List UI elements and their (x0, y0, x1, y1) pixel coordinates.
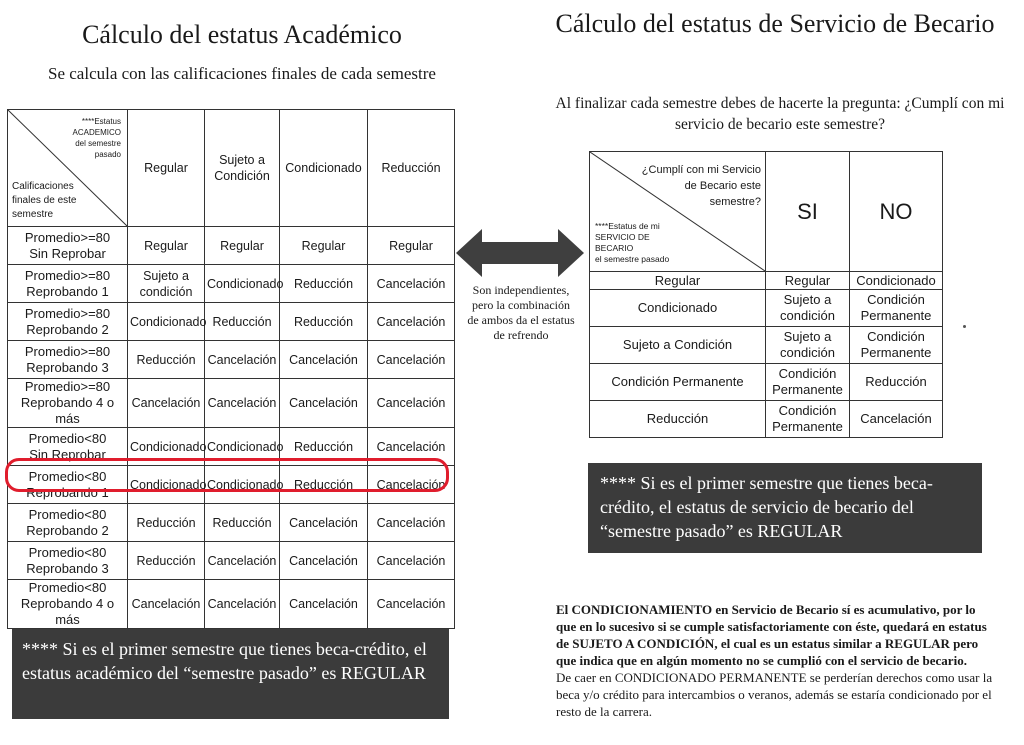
table-cell: Regular (766, 272, 850, 290)
table-cell: Cancelación (368, 303, 455, 341)
table-cell: Reducción (128, 341, 205, 379)
table-cell: Regular (128, 227, 205, 265)
corner-bottom-label: ****Estatus de mi SERVICIO DE BECARIO el semestre pasado (595, 221, 670, 264)
table-cell: Cancelación (280, 504, 368, 542)
table-cell: Sujeto a condición (766, 327, 850, 364)
table-row (590, 401, 943, 438)
table-row (8, 303, 455, 341)
highlighted-row-outline (5, 458, 449, 492)
table-cell: Cancelación (368, 379, 455, 428)
table-cell: Cancelación (205, 341, 280, 379)
table-cell: Regular (368, 227, 455, 265)
table-cell: Condicionado (128, 303, 205, 341)
table-cell: Cancelación (850, 401, 943, 438)
row-label: Promedio<80 Reprobando 4 o más (8, 580, 128, 629)
table-cell: Cancelación (368, 341, 455, 379)
table-cell: Reducción (850, 364, 943, 401)
row-label: Reducción (590, 401, 766, 438)
row-label: Promedio>=80 Reprobando 3 (8, 341, 128, 379)
table-row (8, 341, 455, 379)
row-label: Promedio>=80 Reprobando 1 (8, 265, 128, 303)
row-label: Promedio>=80 Reprobando 4 o más (8, 379, 128, 428)
row-label: Condición Permanente (590, 364, 766, 401)
table-cell: Cancelación (368, 580, 455, 629)
corner-bottom-label: Calificaciones finales de este semestre (12, 181, 77, 220)
table-cell: Reducción (280, 428, 368, 466)
table-row (590, 290, 943, 327)
column-header: Regular (128, 110, 205, 227)
table-cell: Cancelación (368, 466, 455, 504)
explanation-paragraph-1: El CONDICIONAMIENTO en Servicio de Becario sí es acumulativo, por lo que en lo sucesivo si se cumple satisfactoriamente con éste, quedará en estatus de SUJETO A CONDICIÓN, el cual es un estatus similar a REGULAR pero que indica que en algún momento no se cumplió con el servicio de becario. (556, 602, 987, 668)
table-cell: Condicionado (205, 265, 280, 303)
table-cell: Condición Permanente (766, 401, 850, 438)
row-label: Promedio<80 Reprobando 3 (8, 542, 128, 580)
table-cell: Condicionado (205, 428, 280, 466)
table-row (8, 265, 455, 303)
table-cell: Sujeto a condición (128, 265, 205, 303)
service-first-semester-note: **** Si es el primer semestre que tienes beca-crédito, el estatus de servicio de becario del “semestre pasado” es REGULAR (588, 463, 982, 553)
table-cell: Regular (280, 227, 368, 265)
row-label: Promedio>=80 Sin Reprobar (8, 227, 128, 265)
table-row (8, 379, 455, 428)
row-label: Regular (590, 272, 766, 290)
row-label: Promedio<80 Reprobando 1 (8, 466, 128, 504)
table-cell: Cancelación (205, 379, 280, 428)
table-row (590, 327, 943, 364)
corner-top-label: ¿Cumplí con mi Servicio de Becario este semestre? (641, 164, 761, 208)
table-row (8, 504, 455, 542)
table-cell: Cancelación (205, 542, 280, 580)
double-arrow-icon (456, 229, 584, 277)
table-cell: Cancelación (280, 542, 368, 580)
service-status-table (589, 151, 943, 438)
table-cell: Condición Permanente (850, 290, 943, 327)
table-row (590, 364, 943, 401)
row-label: Promedio<80 Reprobando 2 (8, 504, 128, 542)
table-cell: Condicionado (128, 428, 205, 466)
table-cell: Cancelación (368, 265, 455, 303)
table-cell: Reducción (205, 303, 280, 341)
service-table-corner (590, 152, 766, 272)
academic-table-body (8, 227, 455, 629)
academic-first-semester-note: **** Si es el primer semestre que tienes beca-crédito, el estatus académico del “semestre pasado” es REGULAR (12, 629, 449, 719)
table-cell: Cancelación (280, 341, 368, 379)
service-table-body (590, 272, 943, 438)
service-status-subtitle: Al finalizar cada semestre debes de hacerte la pregunta: ¿Cumplí con mi servicio de becario este semestre? (555, 95, 1005, 133)
row-label: Promedio>=80 Reprobando 2 (8, 303, 128, 341)
table-row (590, 272, 943, 290)
table-cell: Reducción (280, 466, 368, 504)
column-header: Sujeto a Condición (205, 110, 280, 227)
table-cell: Condición Permanente (766, 364, 850, 401)
column-header: Reducción (368, 110, 455, 227)
table-cell: Cancelación (280, 580, 368, 629)
table-cell: Reducción (128, 542, 205, 580)
academic-table-corner (8, 110, 128, 227)
stray-dot (963, 325, 966, 328)
row-label: Sujeto a Condición (590, 327, 766, 364)
service-status-title: Cálculo del estatus de Servicio de Becario (555, 9, 995, 38)
table-cell: Cancelación (128, 580, 205, 629)
table-cell: Condicionado (128, 466, 205, 504)
table-cell: Cancelación (128, 379, 205, 428)
academic-status-table (7, 109, 455, 629)
table-cell: Cancelación (368, 428, 455, 466)
conditioning-explanation (556, 601, 996, 720)
independence-note: Son independientes, pero la combinación de ambos da el estatus de refrendo (467, 283, 575, 342)
row-label: Promedio<80 Sin Reprobar (8, 428, 128, 466)
table-row (8, 580, 455, 629)
table-cell: Cancelación (205, 580, 280, 629)
table-cell: Reducción (205, 504, 280, 542)
table-cell: Condicionado (850, 272, 943, 290)
table-cell: Condicionado (205, 466, 280, 504)
row-label: Condicionado (590, 290, 766, 327)
table-row (8, 227, 455, 265)
table-cell: Reducción (128, 504, 205, 542)
table-cell: Regular (205, 227, 280, 265)
corner-top-label: ****Estatus ACADEMICO del semestre pasado (72, 117, 121, 159)
column-header-si: SI (766, 152, 850, 272)
table-cell: Cancelación (280, 379, 368, 428)
column-header-no: NO (850, 152, 943, 272)
table-cell: Cancelación (368, 504, 455, 542)
explanation-paragraph-2: De caer en CONDICIONADO PERMANENTE se perderían derechos como usar la beca y/o crédito para intercambios o veranos, además se estaría condicionado por el resto de la carrera. (556, 670, 993, 719)
table-cell: Condición Permanente (850, 327, 943, 364)
table-cell: Sujeto a condición (766, 290, 850, 327)
academic-status-title: Cálculo del estatus Académico (82, 20, 402, 49)
table-cell: Reducción (280, 303, 368, 341)
table-row (8, 542, 455, 580)
column-header: Condicionado (280, 110, 368, 227)
table-cell: Reducción (280, 265, 368, 303)
table-cell: Cancelación (368, 542, 455, 580)
academic-status-subtitle: Se calcula con las calificaciones finales de cada semestre (48, 64, 436, 83)
